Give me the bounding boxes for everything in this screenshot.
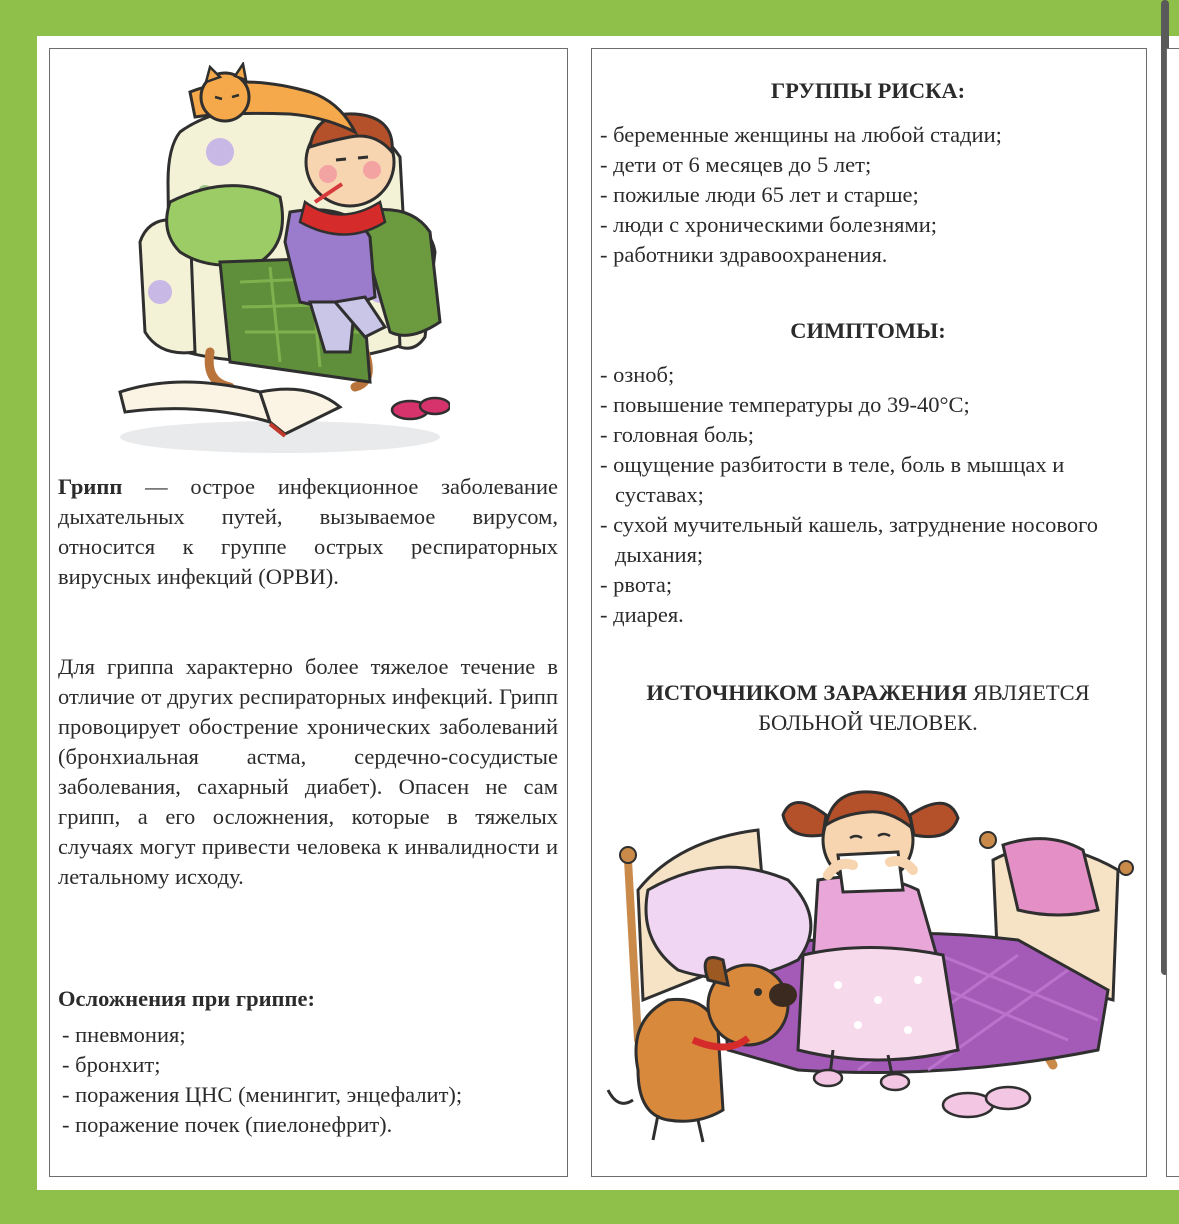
- green-frame-bottom: [0, 1190, 1179, 1224]
- list-item: - люди с хроническими болезнями;: [600, 212, 937, 237]
- risk-groups-title: ГРУППЫ РИСКА:: [770, 78, 966, 103]
- list-item: - сухой мучительный кашель, затруднение носового дыхания;: [600, 512, 1099, 567]
- list-item: - пожилые люди 65 лет и старше;: [600, 182, 919, 207]
- list-item: - головная боль;: [600, 422, 754, 447]
- list-item: - поражение почек (пиелонефрит).: [62, 1112, 393, 1137]
- symptoms-list: [600, 360, 1140, 630]
- flu-definition-text: — острое инфекционное заболевание дыхательных путей, вызываемое вирусом, относится к группе острых респираторных вирусных инфекций (ОРВИ).: [58, 474, 558, 589]
- sick-girl-bed-illustration: [598, 770, 1143, 1155]
- complications-title: Осложнения при гриппе:: [58, 986, 315, 1011]
- green-frame-left: [0, 0, 37, 1224]
- flu-severity-paragraph: Для гриппа характерно более тяжелое течение в отличие от других респираторных инфекций. Грипп провоцирует обострение хронических заболеваний (бронхиальная астма, сердечно-сосудистые заболевания, сахарный диабет). Опасен не сам грипп, а его осложнения, которые в тяжелых случаях могут привести человека к инвалидности и летальному исходу.: [58, 654, 558, 889]
- list-item: - работники здравоохранения.: [600, 242, 888, 267]
- flu-term: Грипп: [58, 474, 123, 499]
- list-item: - бронхит;: [62, 1052, 161, 1077]
- list-item: - повышение температуры до 39-40°С;: [600, 392, 970, 417]
- list-item: - беременные женщины на любой стадии;: [600, 122, 1002, 147]
- sick-boy-armchair-illustration: [110, 62, 450, 457]
- flu-definition-paragraph: [58, 472, 558, 592]
- infection-source-rest: ЯВЛЯЕТСЯ БОЛЬНОЙ ЧЕЛОВЕК.: [758, 680, 1090, 735]
- complications-list: [62, 1020, 462, 1140]
- symptoms-title: СИМПТОМЫ:: [790, 318, 946, 343]
- risk-groups-list: [600, 120, 1140, 270]
- list-item: - ощущение разбитости в теле, боль в мышцах и суставах;: [600, 452, 1065, 507]
- list-item: - пневмония;: [62, 1022, 186, 1047]
- infection-source-bold: ИСТОЧНИКОМ ЗАРАЖЕНИЯ: [646, 680, 968, 705]
- list-item: - поражения ЦНС (менингит, энцефалит);: [62, 1082, 463, 1107]
- list-item: - озноб;: [600, 362, 675, 387]
- infection-source-statement: [600, 678, 1136, 738]
- list-item: - дети от 6 месяцев до 5 лет;: [600, 152, 872, 177]
- green-frame-top: [0, 0, 1179, 36]
- list-item: - рвота;: [600, 572, 673, 597]
- next-panel-edge: [1166, 48, 1179, 1177]
- list-item: - диарея.: [600, 602, 684, 627]
